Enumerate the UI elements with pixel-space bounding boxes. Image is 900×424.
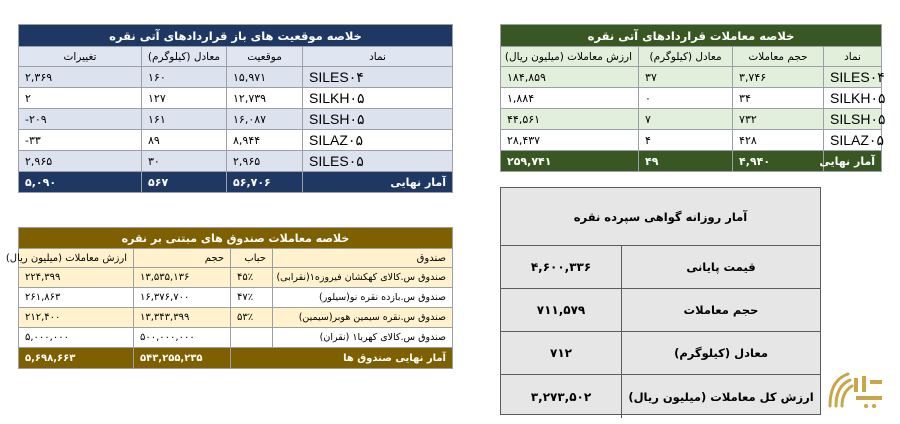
stat-label: ارزش کل معاملات (میلیون ریال) bbox=[621, 375, 820, 418]
equivalent-cell: ۳۷ bbox=[639, 67, 733, 88]
equivalent-cell: ۰ bbox=[639, 88, 733, 109]
table-row bbox=[19, 151, 453, 172]
table-row bbox=[19, 288, 453, 308]
equivalent-cell: ۱۶۱ bbox=[142, 109, 227, 130]
stat-label: معادل (کیلوگرم) bbox=[621, 332, 820, 374]
value-cell: ۲۶۱,۸۶۳ bbox=[19, 288, 134, 308]
table-row bbox=[501, 130, 882, 151]
symbol-cell: SILES۰۵ bbox=[303, 151, 453, 172]
stat-value: ۷۱۲ bbox=[550, 346, 572, 360]
change-cell: -۳۳ bbox=[19, 130, 142, 151]
total-equivalent: ۵۶۷ bbox=[142, 172, 227, 193]
total-volume: ۴,۹۴۰ bbox=[733, 151, 824, 172]
value-cell: ۲۸,۴۳۷ bbox=[501, 130, 639, 151]
position-cell: ۱۲,۷۳۹ bbox=[227, 88, 303, 109]
table-row bbox=[19, 67, 453, 88]
bubble-cell bbox=[231, 328, 273, 348]
volume-cell: ۳,۷۴۶ bbox=[733, 67, 824, 88]
volume-cell: ۴۲۸ bbox=[733, 130, 824, 151]
fund-name-cell: صندوق س.بازده نقره نو(سیلور) bbox=[273, 288, 453, 308]
kala-khabar-logo-icon bbox=[826, 366, 886, 414]
volume-cell: ۱۳,۳۴۳,۳۹۹ bbox=[134, 308, 231, 328]
certificate-row bbox=[501, 375, 820, 418]
position-cell: ۸,۹۴۴ bbox=[227, 130, 303, 151]
fund-name-cell: صندوق س.کالای کهربا۱ (نقران) bbox=[273, 328, 453, 348]
bubble-cell: ۴۵٪ bbox=[231, 268, 273, 288]
volume-cell: ۷۳۲ bbox=[733, 109, 824, 130]
certificate-row bbox=[501, 289, 820, 332]
funds-title: خلاصه معاملات صندوق های مبتنی بر نقره bbox=[19, 228, 453, 249]
total-position: ۵۶,۷۰۶ bbox=[227, 172, 303, 193]
stat-value: ۷۱۱,۵۷۹ bbox=[536, 303, 586, 317]
equivalent-cell: ۷ bbox=[639, 109, 733, 130]
total-volume: ۵۴۳,۲۵۵,۲۳۵ bbox=[134, 348, 231, 369]
symbol-cell: SILKH۰۵ bbox=[303, 88, 453, 109]
header-volume: حجم bbox=[134, 249, 231, 268]
volume-cell: ۵۰۰,۰۰۰,۰۰۰ bbox=[134, 328, 231, 348]
table-row bbox=[19, 130, 453, 151]
symbol-cell: SILSH۰۵ bbox=[303, 109, 453, 130]
total-equivalent: ۴۹ bbox=[639, 151, 733, 172]
value-cell: ۴۴,۵۶۱ bbox=[501, 109, 639, 130]
certificate-title: آمار روزانه گواهی سپرده نقره bbox=[501, 188, 820, 246]
symbol-cell: SILAZ۰۵ bbox=[303, 130, 453, 151]
header-equivalent: معادل (کیلوگرم) bbox=[142, 47, 227, 67]
symbol-cell: SILAZ۰۵ bbox=[824, 130, 882, 151]
header-value: ارزش معاملات (میلیون ریال) bbox=[501, 47, 639, 67]
value-cell: ۵,۰۰۰,۰۰۰ bbox=[19, 328, 134, 348]
position-cell: ۱۶,۰۸۷ bbox=[227, 109, 303, 130]
fund-name-cell: صندوق س.کالای کهکشان فیروزه۱(نقرابی) bbox=[273, 268, 453, 288]
table-row bbox=[19, 88, 453, 109]
stat-label: قیمت پایانی bbox=[621, 246, 820, 288]
total-value: ۲۵۹,۷۴۱ bbox=[501, 151, 639, 172]
certificate-row bbox=[501, 246, 820, 289]
header-symbol: نماد bbox=[824, 47, 882, 67]
trades-title: خلاصه معاملات قراردادهای آتی نقره bbox=[501, 25, 882, 47]
value-cell: ۲۱۲,۴۰۰ bbox=[19, 308, 134, 328]
stat-value: ۳,۲۷۳,۵۰۲ bbox=[530, 389, 592, 404]
symbol-cell: SILES۰۴ bbox=[824, 67, 882, 88]
total-change: ۵,۰۹۰ bbox=[19, 172, 142, 193]
stat-label: حجم معاملات bbox=[621, 289, 820, 331]
change-cell: ۲ bbox=[19, 88, 142, 109]
equivalent-cell: ۸۹ bbox=[142, 130, 227, 151]
equivalent-cell: ۴ bbox=[639, 130, 733, 151]
trades-table bbox=[500, 24, 886, 172]
table-row bbox=[19, 109, 453, 130]
volume-cell: ۱۳,۵۳۵,۱۳۶ bbox=[134, 268, 231, 288]
fund-name-cell: صندوق س.نقره سیمین هوبر(سیمین) bbox=[273, 308, 453, 328]
position-cell: ۱۵,۹۷۱ bbox=[227, 67, 303, 88]
table-row bbox=[501, 67, 882, 88]
stat-value: ۴,۶۰۰,۳۳۶ bbox=[530, 260, 592, 274]
table-row bbox=[19, 328, 453, 348]
total-label: آمار نهایی bbox=[824, 151, 882, 172]
header-volume: حجم معاملات bbox=[733, 47, 824, 67]
change-cell: -۲۰۹ bbox=[19, 109, 142, 130]
value-cell: ۱۸۴,۸۵۹ bbox=[501, 67, 639, 88]
symbol-cell: SILSH۰۵ bbox=[824, 109, 882, 130]
volume-cell: ۳۴ bbox=[733, 88, 824, 109]
header-bubble: حباب bbox=[231, 249, 273, 268]
change-cell: ۲,۹۶۵ bbox=[19, 151, 142, 172]
value-cell: ۱,۸۸۴ bbox=[501, 88, 639, 109]
table-row bbox=[19, 308, 453, 328]
table-row bbox=[501, 88, 882, 109]
table-row bbox=[501, 109, 882, 130]
value-cell: ۲۲۴,۳۹۹ bbox=[19, 268, 134, 288]
change-cell: ۲,۳۶۹ bbox=[19, 67, 142, 88]
equivalent-cell: ۳۰ bbox=[142, 151, 227, 172]
total-value: ۵,۶۹۸,۶۶۳ bbox=[19, 348, 134, 369]
symbol-cell: SILKH۰۵ bbox=[824, 88, 882, 109]
bubble-cell: ۴۷٪ bbox=[231, 288, 273, 308]
total-label: آمار نهایی bbox=[303, 172, 453, 193]
header-change: تغییرات bbox=[19, 47, 142, 67]
funds-table bbox=[5, 227, 453, 369]
equivalent-cell: ۱۲۷ bbox=[142, 88, 227, 109]
certificate-row bbox=[501, 332, 820, 375]
position-cell: ۲,۹۶۵ bbox=[227, 151, 303, 172]
header-position: موقعیت bbox=[227, 47, 303, 67]
header-fund: صندوق bbox=[273, 249, 453, 268]
total-label: آمار نهایی صندوق ها bbox=[231, 348, 453, 369]
symbol-cell: SILES۰۴ bbox=[303, 67, 453, 88]
volume-cell: ۱۶,۳۷۶,۷۰۰ bbox=[134, 288, 231, 308]
bubble-cell: ۵۳٪ bbox=[231, 308, 273, 328]
table-row bbox=[19, 268, 453, 288]
header-symbol: نماد bbox=[303, 47, 453, 67]
positions-title: خلاصه موقعیت های باز قراردادهای آتی نقره bbox=[19, 25, 453, 47]
header-equivalent: معادل (کیلوگرم) bbox=[639, 47, 733, 67]
equivalent-cell: ۱۶۰ bbox=[142, 67, 227, 88]
header-value: ارزش معاملات (میلیون ریال) bbox=[19, 249, 134, 268]
positions-table bbox=[18, 24, 453, 193]
certificate-stats-card bbox=[500, 187, 821, 415]
